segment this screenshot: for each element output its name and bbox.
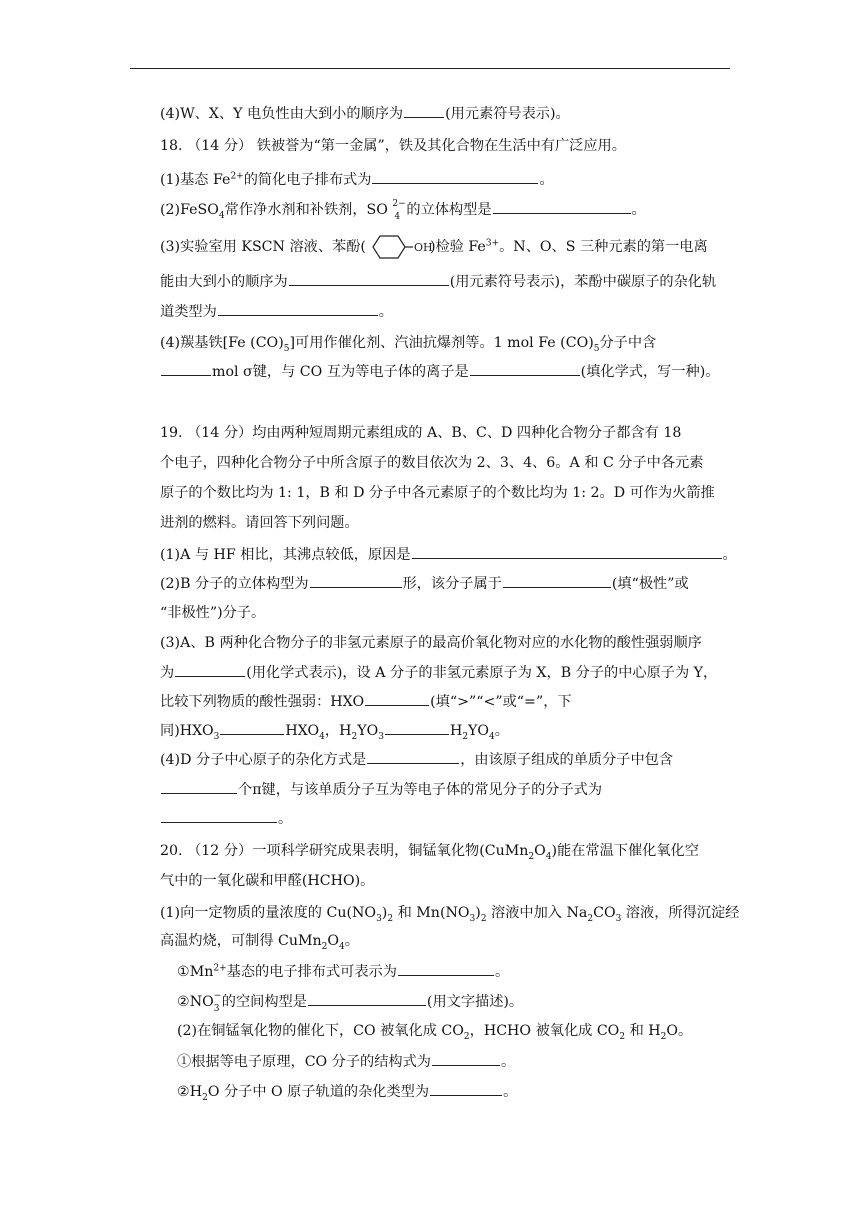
q19-part3-line3: 比较下列物质的酸性强弱：HXO (填“>”“<”或“=”，下 [160, 691, 572, 712]
answer-blank[interactable] [161, 808, 277, 823]
svg-text:OH: OH [413, 241, 433, 254]
answer-blank[interactable] [493, 199, 631, 214]
answer-blank[interactable] [470, 361, 580, 376]
answer-blank[interactable] [161, 779, 237, 794]
q20-part1-line2: 高温灼烧，可制得 $CuMn_2O_4$。 [160, 933, 359, 952]
q20-stem-line2: 气中的一氧化碳和甲醛(HCHO)。 [160, 873, 375, 889]
answer-blank[interactable] [218, 301, 378, 316]
answer-blank[interactable] [220, 720, 284, 735]
q19-part2-line2: “非极性”)分子。 [160, 605, 266, 621]
q17-part4: (4)W、X、Y 电负性由大到小的顺序为 (用元素符号表示)。 [160, 103, 570, 124]
answer-blank[interactable] [310, 573, 402, 588]
q20-sub3: ①根据等电子原理，CO 分子的结构式为 。 [177, 1051, 515, 1072]
answer-blank[interactable] [365, 691, 429, 706]
q18-heading: 18. （14 分） 铁被誉为“第一金属”，铁及其化合物在生活中有广泛应用。 [160, 138, 626, 154]
header-rule [130, 68, 730, 69]
q20-sub1: $①Mn^{2+}$基态的电子排布式可表示为 。 [177, 961, 509, 982]
q18-part3-line3: 道类型为 。 [160, 301, 393, 322]
q18-part2: (2)FeSO$_4$常作净水剂和补铁剂，SO 2− 4 的立体构型是 。 [160, 199, 646, 222]
q18-part4-line2: mol σ键，与 CO 互为等电子体的离子是 (填化学式，写一种)。 [160, 361, 719, 382]
q19-part3-line1: (3)A、B 两种化合物分子的非氢元素原子的最高价氧化物对应的水化物的酸性强弱顺序 [160, 635, 702, 651]
answer-blank[interactable] [412, 544, 722, 559]
q18-part3-line2: 能由大到小的顺序为 (用元素符号表示)，苯酚中碳原子的杂化轨 [160, 271, 716, 292]
answer-blank[interactable] [398, 961, 494, 976]
q19-part2-line1: (2)B 分子的立体构型为 形，该分子属于 (填“极性”或 [160, 573, 689, 594]
q18-part1: (1)基态 $Fe^{2+}$的简化电子排布式为 。 [160, 169, 554, 190]
q20-sub2: ②NO − 3 的空间构型是 (用文字描述)。 [177, 991, 524, 1014]
phenol-structure [367, 234, 433, 260]
q20-part1-line1: (1)向一定物质的量浓度的 $Cu(NO_3)_2$ 和 $Mn(NO_3)_2$ 溶液中加入 $Na_2CO_3$ 溶液，所得沉淀经 [160, 905, 740, 924]
q19-part3-line4: 同)$HXO_3$ $HXO_4$，$H_2YO_3$ $H_2YO_4$。 [160, 720, 509, 741]
q20-sub4: $②H_2O$ 分子中 O 原子轨道的杂化类型为 。 [177, 1081, 517, 1102]
q20-part2: (2)在铜锰氧化物的催化下，CO 被氧化成 $CO_2$，HCHO 被氧化成 $CO_2$ 和 $H_2O$。 [177, 1023, 693, 1042]
answer-blank[interactable] [161, 361, 211, 376]
answer-blank[interactable] [430, 1081, 502, 1096]
answer-blank[interactable] [503, 573, 611, 588]
answer-blank[interactable] [308, 991, 426, 1006]
q19-part4-line1: (4)D 分子中心原子的杂化方式是 ，由该原子组成的单质分子中包含 [160, 749, 673, 770]
answer-blank[interactable] [385, 720, 449, 735]
q19-stem-line1: 19. （14 分）均由两种短周期元素组成的 A、B、C、D 四种化合物分子都含有 18 [160, 425, 682, 441]
answer-blank[interactable] [367, 749, 459, 764]
q20-stem-line1: 20. （12 分）一项科学研究成果表明，铜锰氧化物$(CuMn_2O_4)$能在常温下催化氧化空 [160, 843, 699, 862]
q19-stem-line4: 进剂的燃料。请回答下列问题。 [160, 515, 359, 531]
q19-part4-line3: 。 [160, 808, 292, 829]
q19-part4-line2: 个π键，与该单质分子互为等电子体的常见分子的分子式为 [160, 779, 602, 800]
q19-part1: (1)A 与 HF 相比，其沸点较低，原因是 。 [160, 544, 737, 565]
answer-blank[interactable] [372, 169, 538, 184]
q19-stem-line2: 个电子，四种化合物分子中所含原子的数目依次为 2、3、4、6。A 和 C 分子中各元素 [160, 455, 704, 471]
answer-blank[interactable] [432, 1051, 500, 1066]
q19-part3-line2: 为 (用化学式表示)，设 A 分子的非氢元素原子为 X，B 分子的中心原子为 Y， [160, 662, 717, 683]
q19-stem-line3: 原子的个数比均为 1: 1，B 和 D 分子中各元素原子的个数比均为 1: 2。D 可作为火箭推 [160, 485, 715, 501]
q18-part3-line1: (3)实验室用 KSCN 溶液、苯酚( OH )检验 $Fe^{3+}$。N、O、S 三种元素的第一电离 [160, 234, 708, 260]
answer-blank[interactable] [289, 271, 449, 286]
answer-blank[interactable] [404, 103, 444, 118]
answer-blank[interactable] [175, 662, 245, 677]
q18-part4-line1: (4)羰基铁[Fe $(CO)_5$]可用作催化剂、汽油抗爆剂等。1 mol Fe $(CO)_5$分子中含 [160, 335, 657, 354]
